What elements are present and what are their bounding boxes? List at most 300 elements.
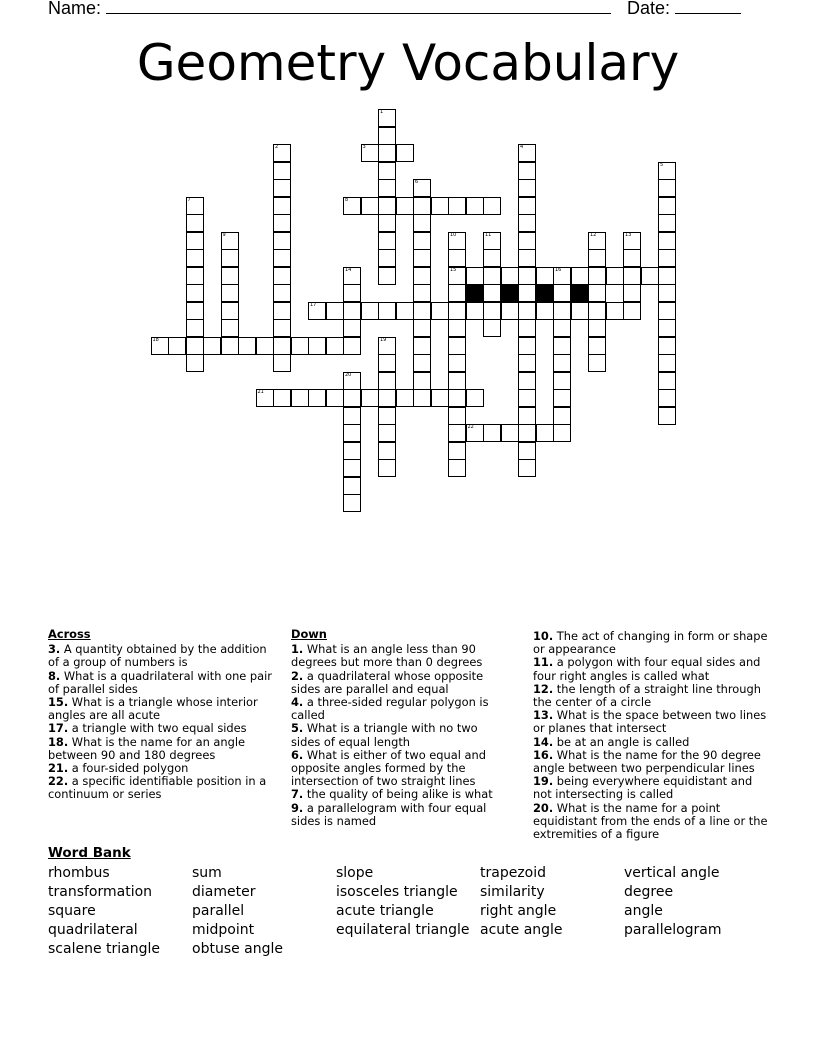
grid-cell[interactable] — [518, 249, 536, 267]
grid-cell[interactable] — [448, 197, 466, 215]
grid-cell[interactable] — [448, 442, 466, 460]
grid-cell[interactable] — [256, 337, 274, 355]
clue-number: 10 — [450, 231, 457, 238]
grid-block — [466, 284, 484, 302]
down-heading: Down — [291, 627, 327, 641]
clue-across-3 — [48, 643, 274, 669]
grid-cell[interactable] — [378, 459, 396, 477]
grid-cell[interactable] — [623, 232, 641, 250]
grid-cell[interactable] — [501, 424, 519, 442]
grid-cell[interactable] — [588, 249, 606, 267]
grid-cell[interactable] — [448, 319, 466, 337]
clue-number-label: 13. — [533, 708, 554, 723]
grid-cell[interactable] — [413, 284, 431, 302]
grid-cell[interactable] — [186, 249, 204, 267]
grid-cell[interactable] — [396, 389, 414, 407]
clue-text: The act of changing in form or shape or appearance — [533, 629, 768, 657]
grid-cell[interactable] — [588, 354, 606, 372]
grid-cell[interactable] — [518, 424, 536, 442]
grid-cell[interactable] — [518, 162, 536, 180]
grid-cell[interactable] — [221, 249, 239, 267]
grid-cell[interactable] — [588, 319, 606, 337]
word-bank-item: parallelogram — [624, 922, 722, 938]
grid-cell[interactable] — [483, 267, 501, 285]
word-bank-item: diameter — [192, 884, 256, 900]
grid-cell[interactable] — [186, 284, 204, 302]
grid-cell[interactable] — [553, 407, 571, 425]
clue-number: 14 — [345, 266, 352, 273]
grid-cell[interactable] — [448, 284, 466, 302]
grid-cell[interactable] — [553, 302, 571, 320]
grid-cell[interactable] — [378, 197, 396, 215]
grid-cell[interactable] — [658, 354, 676, 372]
grid-cell[interactable] — [536, 302, 554, 320]
grid-cell[interactable] — [518, 302, 536, 320]
grid-cell[interactable] — [413, 319, 431, 337]
grid-cell[interactable] — [378, 337, 396, 355]
grid-cell[interactable] — [448, 407, 466, 425]
clue-down-12 — [533, 683, 769, 709]
word-bank-item: trapezoid — [480, 865, 547, 881]
clue-down-13 — [533, 709, 769, 735]
clue-text: What is either of two equal and opposite angles formed by the intersection of two straight lines — [291, 747, 486, 789]
grid-cell[interactable] — [273, 179, 291, 197]
clue-down-6 — [291, 749, 499, 789]
grid-cell[interactable] — [221, 232, 239, 250]
grid-cell[interactable] — [273, 197, 291, 215]
grid-cell[interactable] — [343, 337, 361, 355]
grid-cell[interactable] — [448, 372, 466, 390]
word-bank-item: degree — [624, 884, 674, 900]
grid-cell[interactable] — [343, 459, 361, 477]
clue-number: 13 — [625, 231, 632, 238]
word-bank-item: quadrilateral — [48, 922, 138, 938]
grid-cell[interactable] — [343, 197, 361, 215]
grid-cell[interactable] — [273, 144, 291, 162]
grid-cell[interactable] — [413, 267, 431, 285]
grid-cell[interactable] — [536, 267, 554, 285]
grid-cell[interactable] — [221, 319, 239, 337]
grid-cell[interactable] — [308, 337, 326, 355]
grid-cell[interactable] — [518, 284, 536, 302]
grid-cell[interactable] — [588, 232, 606, 250]
clue-text: being everywhere equidistant and not intersecting is called — [533, 774, 753, 802]
grid-cell[interactable] — [448, 249, 466, 267]
grid-cell[interactable] — [361, 389, 379, 407]
grid-cell[interactable] — [396, 302, 414, 320]
clue-down-20 — [533, 802, 769, 842]
grid-cell[interactable] — [588, 267, 606, 285]
grid-cell[interactable] — [343, 442, 361, 460]
clue-text: a polygon with four equal sides and four right angles is called what — [533, 655, 761, 683]
clue-text: What is the space between two lines or planes that intersect — [533, 708, 767, 736]
grid-cell[interactable] — [273, 249, 291, 267]
grid-cell[interactable] — [518, 337, 536, 355]
grid-cell[interactable] — [431, 302, 449, 320]
grid-cell[interactable] — [396, 197, 414, 215]
grid-cell[interactable] — [658, 372, 676, 390]
clue-number-label: 21. — [48, 761, 69, 776]
clue-down-19 — [533, 775, 769, 801]
grid-cell[interactable] — [308, 389, 326, 407]
grid-cell[interactable] — [658, 337, 676, 355]
grid-cell[interactable] — [501, 267, 519, 285]
grid-cell[interactable] — [448, 267, 466, 285]
grid-cell[interactable] — [658, 249, 676, 267]
clue-number: 19 — [380, 336, 387, 343]
grid-cell[interactable] — [518, 214, 536, 232]
clue-down-16 — [533, 749, 769, 775]
grid-cell[interactable] — [483, 424, 501, 442]
grid-cell[interactable] — [413, 389, 431, 407]
grid-cell[interactable] — [483, 319, 501, 337]
grid-cell[interactable] — [343, 284, 361, 302]
grid-cell[interactable] — [623, 284, 641, 302]
grid-cell[interactable] — [466, 424, 484, 442]
grid-cell[interactable] — [361, 197, 379, 215]
grid-cell[interactable] — [151, 337, 169, 355]
grid-cell[interactable] — [483, 302, 501, 320]
word-bank-item: acute triangle — [336, 903, 434, 919]
clue-number: 4 — [520, 144, 524, 150]
grid-cell[interactable] — [221, 337, 239, 355]
grid-cell[interactable] — [553, 337, 571, 355]
clue-number: 9 — [222, 231, 226, 238]
grid-cell[interactable] — [238, 337, 256, 355]
grid-cell[interactable] — [343, 407, 361, 425]
clue-number-label: 11. — [533, 655, 554, 670]
clue-number: 17 — [310, 301, 317, 308]
word-bank-item: angle — [624, 903, 663, 919]
clue-number-label: 22. — [48, 774, 69, 789]
across-clues — [48, 628, 274, 802]
grid-cell[interactable] — [378, 162, 396, 180]
clue-text: a quadrilateral whose opposite sides are parallel and equal — [291, 668, 484, 696]
grid-cell[interactable] — [553, 284, 571, 302]
grid-cell[interactable] — [658, 179, 676, 197]
clue-number-label: 16. — [533, 747, 554, 762]
grid-cell[interactable] — [378, 214, 396, 232]
grid-cell[interactable] — [483, 249, 501, 267]
clue-number-label: 7. — [291, 787, 304, 802]
grid-cell[interactable] — [378, 127, 396, 145]
grid-cell[interactable] — [518, 144, 536, 162]
grid-cell[interactable] — [256, 389, 274, 407]
grid-cell[interactable] — [641, 267, 659, 285]
grid-cell[interactable] — [483, 197, 501, 215]
grid-cell[interactable] — [553, 389, 571, 407]
grid-cell[interactable] — [431, 197, 449, 215]
clue-text: A quantity obtained by the addition of a group of numbers is — [48, 642, 267, 670]
word-bank-item: similarity — [480, 884, 545, 900]
clue-number-label: 18. — [48, 734, 69, 749]
clue-number: 5 — [660, 161, 664, 168]
grid-cell[interactable] — [448, 459, 466, 477]
grid-cell[interactable] — [326, 302, 344, 320]
word-bank-item: equilateral triangle — [336, 922, 470, 938]
grid-cell[interactable] — [186, 319, 204, 337]
grid-cell[interactable] — [553, 424, 571, 442]
grid-cell[interactable] — [518, 407, 536, 425]
grid-cell[interactable] — [273, 232, 291, 250]
grid-cell[interactable] — [361, 302, 379, 320]
grid-cell[interactable] — [343, 267, 361, 285]
name-label: Name: — [48, 0, 102, 18]
grid-cell[interactable] — [378, 354, 396, 372]
grid-cell[interactable] — [378, 109, 396, 127]
clue-text: a three-sided regular polygon is called — [291, 695, 489, 723]
grid-cell[interactable] — [606, 302, 624, 320]
down-clues — [291, 628, 499, 828]
clue-down-9 — [291, 802, 499, 828]
clue-number: 2 — [275, 144, 279, 150]
grid-cell[interactable] — [606, 267, 624, 285]
grid-cell[interactable] — [518, 232, 536, 250]
clue-text: What is the name for an angle between 90 and 180 degrees — [48, 734, 246, 762]
grid-cell[interactable] — [413, 232, 431, 250]
grid-cell[interactable] — [378, 389, 396, 407]
grid-cell[interactable] — [518, 372, 536, 390]
grid-cell[interactable] — [553, 267, 571, 285]
grid-cell[interactable] — [623, 302, 641, 320]
grid-cell[interactable] — [273, 389, 291, 407]
grid-cell[interactable] — [186, 232, 204, 250]
grid-cell[interactable] — [553, 372, 571, 390]
grid-cell[interactable] — [378, 424, 396, 442]
grid-cell[interactable] — [658, 162, 676, 180]
clue-text: What is a triangle with no two sides of equal length — [291, 721, 478, 749]
grid-cell[interactable] — [343, 302, 361, 320]
grid-cell[interactable] — [396, 144, 414, 162]
clue-number: 7 — [187, 196, 191, 203]
grid-cell[interactable] — [483, 232, 501, 250]
grid-cell[interactable] — [221, 302, 239, 320]
clue-number: 11 — [485, 231, 492, 238]
grid-cell[interactable] — [378, 407, 396, 425]
grid-cell[interactable] — [273, 337, 291, 355]
grid-cell[interactable] — [658, 214, 676, 232]
clue-down-1 — [291, 643, 499, 669]
grid-cell[interactable] — [658, 389, 676, 407]
grid-cell[interactable] — [308, 302, 326, 320]
word-bank-item: parallel — [192, 903, 245, 919]
clue-number-label: 3. — [48, 642, 61, 657]
clue-text: What is the name for a point equidistant from the ends of a line or the extremities of a figure — [533, 800, 768, 842]
grid-cell[interactable] — [448, 337, 466, 355]
clue-number: 1 — [380, 109, 384, 115]
grid-cell[interactable] — [623, 249, 641, 267]
grid-cell[interactable] — [553, 319, 571, 337]
grid-cell[interactable] — [466, 267, 484, 285]
clue-number-label: 2. — [291, 668, 304, 683]
clue-across-22 — [48, 775, 274, 801]
clue-text: a triangle with two equal sides — [68, 721, 247, 736]
grid-cell[interactable] — [501, 302, 519, 320]
clue-number: 18 — [152, 336, 159, 343]
clue-number-label: 15. — [48, 695, 69, 710]
grid-cell[interactable] — [518, 179, 536, 197]
clue-number-label: 14. — [533, 734, 554, 749]
grid-cell[interactable] — [343, 424, 361, 442]
clue-down-4 — [291, 696, 499, 722]
clue-text: What is a quadrilateral with one pair of parallel sides — [48, 668, 272, 696]
grid-cell[interactable] — [466, 302, 484, 320]
grid-cell[interactable] — [571, 302, 589, 320]
clue-text: be at an angle is called — [553, 734, 690, 749]
grid-cell[interactable] — [413, 179, 431, 197]
grid-cell[interactable] — [518, 197, 536, 215]
grid-cell[interactable] — [658, 267, 676, 285]
page-title: Geometry Vocabulary — [136, 34, 680, 92]
clue-text: What is an angle less than 90 degrees but more than 0 degrees — [291, 642, 483, 670]
grid-cell[interactable] — [413, 354, 431, 372]
grid-block — [571, 284, 589, 302]
grid-cell[interactable] — [378, 179, 396, 197]
grid-cell[interactable] — [413, 214, 431, 232]
grid-cell[interactable] — [413, 302, 431, 320]
grid-cell[interactable] — [448, 302, 466, 320]
grid-cell[interactable] — [343, 494, 361, 512]
grid-cell[interactable] — [291, 337, 309, 355]
grid-cell[interactable] — [378, 144, 396, 162]
clue-text: What is a triangle whose interior angles are all acute — [48, 695, 258, 723]
grid-cell[interactable] — [588, 284, 606, 302]
grid-cell[interactable] — [186, 302, 204, 320]
grid-cell[interactable] — [378, 232, 396, 250]
grid-cell[interactable] — [413, 372, 431, 390]
grid-cell[interactable] — [658, 319, 676, 337]
word-bank-item: acute angle — [480, 922, 563, 938]
word-bank-item: obtuse angle — [192, 941, 284, 957]
grid-cell[interactable] — [378, 442, 396, 460]
date-label: Date: — [627, 0, 671, 18]
clue-number-label: 5. — [291, 721, 304, 736]
grid-cell[interactable] — [431, 389, 449, 407]
grid-cell[interactable] — [186, 337, 204, 355]
word-bank-item: isosceles triangle — [336, 884, 458, 900]
grid-cell[interactable] — [273, 284, 291, 302]
grid-cell[interactable] — [658, 407, 676, 425]
word-bank-item: right angle — [480, 903, 557, 919]
clue-number: 15 — [450, 266, 457, 273]
grid-cell[interactable] — [273, 214, 291, 232]
grid-cell[interactable] — [273, 302, 291, 320]
grid-cell[interactable] — [571, 267, 589, 285]
clue-text: What is the name for the 90 degree angle between two perpendicular lines — [533, 747, 761, 776]
grid-cell[interactable] — [466, 389, 484, 407]
grid-cell[interactable] — [326, 389, 344, 407]
grid-cell[interactable] — [448, 424, 466, 442]
grid-cell[interactable] — [326, 337, 344, 355]
clue-number-label: 20. — [533, 800, 554, 815]
grid-cell[interactable] — [518, 459, 536, 477]
grid-cell[interactable] — [186, 197, 204, 215]
clue-text: a parallelogram with four equal sides is named — [291, 800, 487, 828]
grid-cell[interactable] — [448, 232, 466, 250]
clue-number: 22 — [467, 424, 474, 430]
grid-cell[interactable] — [343, 389, 361, 407]
word-bank-heading: Word Bank — [48, 845, 131, 861]
clue-text: the quality of being alike is what — [303, 787, 493, 802]
grid-cell[interactable] — [658, 284, 676, 302]
grid-cell[interactable] — [658, 232, 676, 250]
clue-number: 16 — [555, 266, 562, 273]
clue-across-15 — [48, 696, 274, 722]
grid-cell[interactable] — [378, 267, 396, 285]
word-bank-item: scalene triangle — [48, 941, 160, 957]
clue-number-label: 10. — [533, 629, 554, 643]
grid-cell[interactable] — [273, 354, 291, 372]
grid-cell[interactable] — [518, 389, 536, 407]
grid-cell[interactable] — [413, 249, 431, 267]
grid-cell[interactable] — [291, 389, 309, 407]
grid-cell[interactable] — [378, 249, 396, 267]
grid-cell[interactable] — [361, 144, 379, 162]
grid-cell[interactable] — [413, 197, 431, 215]
grid-cell[interactable] — [186, 354, 204, 372]
grid-cell[interactable] — [203, 337, 221, 355]
word-bank-item: rhombus — [48, 865, 110, 881]
down-clues-continued — [533, 630, 769, 841]
clue-number: 21 — [257, 389, 264, 395]
grid-cell[interactable] — [658, 302, 676, 320]
grid-cell[interactable] — [221, 284, 239, 302]
clue-down-2 — [291, 670, 499, 696]
grid-cell[interactable] — [518, 319, 536, 337]
grid-cell[interactable] — [186, 214, 204, 232]
grid-cell[interactable] — [588, 337, 606, 355]
clue-number-label: 8. — [48, 668, 61, 683]
grid-cell[interactable] — [221, 267, 239, 285]
grid-cell[interactable] — [518, 442, 536, 460]
word-bank-item: square — [48, 903, 96, 919]
grid-cell[interactable] — [448, 354, 466, 372]
grid-cell[interactable] — [658, 197, 676, 215]
grid-cell[interactable] — [448, 389, 466, 407]
clue-number-label: 17. — [48, 721, 69, 736]
clue-number-label: 4. — [291, 695, 304, 710]
grid-cell[interactable] — [553, 354, 571, 372]
word-bank-item: slope — [336, 865, 374, 881]
grid-cell[interactable] — [588, 302, 606, 320]
grid-cell[interactable] — [273, 319, 291, 337]
clue-number-label: 19. — [533, 774, 554, 789]
grid-cell[interactable] — [536, 424, 554, 442]
grid-cell[interactable] — [413, 337, 431, 355]
grid-cell[interactable] — [273, 162, 291, 180]
grid-cell[interactable] — [378, 302, 396, 320]
clue-down-11 — [533, 656, 769, 682]
clue-down-10 — [533, 630, 769, 656]
grid-cell[interactable] — [483, 284, 501, 302]
grid-cell[interactable] — [466, 197, 484, 215]
grid-cell[interactable] — [186, 267, 204, 285]
clue-number: 12 — [590, 231, 597, 238]
grid-cell[interactable] — [623, 267, 641, 285]
grid-cell[interactable] — [343, 319, 361, 337]
grid-cell[interactable] — [168, 337, 186, 355]
grid-cell[interactable] — [343, 372, 361, 390]
grid-cell[interactable] — [273, 267, 291, 285]
grid-cell[interactable] — [343, 477, 361, 495]
clue-text: the length of a straight line through the center of a circle — [533, 681, 761, 710]
grid-cell[interactable] — [518, 354, 536, 372]
grid-cell[interactable] — [518, 267, 536, 285]
word-bank-item: sum — [192, 865, 222, 881]
grid-cell[interactable] — [378, 372, 396, 390]
clue-across-8 — [48, 670, 274, 696]
grid-block — [536, 284, 554, 302]
